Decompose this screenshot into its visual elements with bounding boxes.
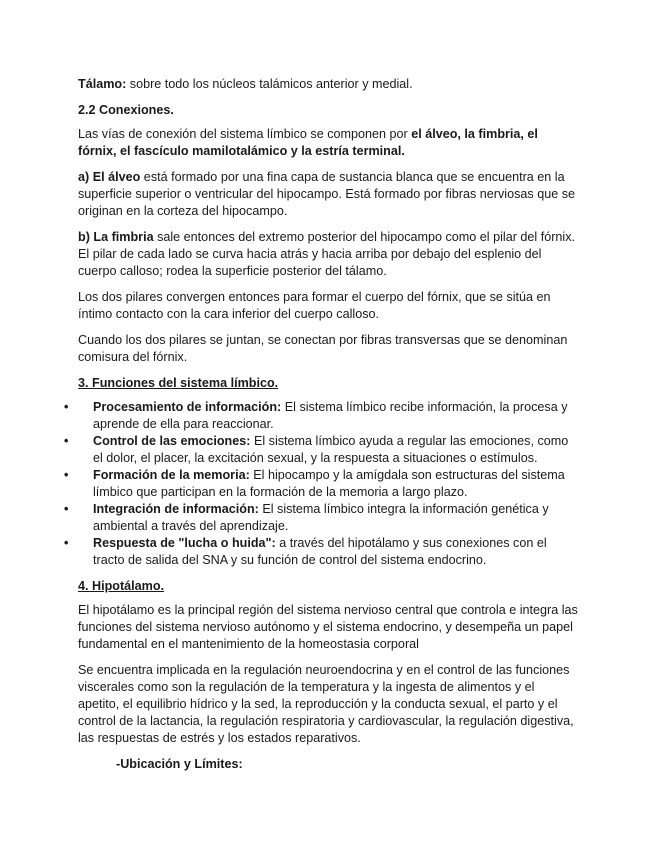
- conexiones-paragraph-1: [78, 126, 578, 160]
- list-item-text: El sistema límbico recibe información, la procesa y aprende de ella para reaccionar.: [93, 400, 568, 431]
- hipotalamo-paragraph-2: Se encuentra implicada en la regulación neuroendocrina y en el control de las funciones viscerales como son la regulación de la temperatura y la ingesta de alimentos y el apetito, el equilibrio hídrico y la sed, la reproducción y la conducta sexual, el parto y el control de la lactancia, la regulación respiratoria y cardiovascular, la regulación digestiva, las respuestas de estrés y los estados reparativos.: [78, 663, 574, 745]
- funciones-list: [64, 399, 578, 569]
- funciones-heading: 3. Funciones del sistema límbico.: [78, 376, 279, 390]
- list-item-text: a través del hipotálamo y sus conexiones con el tracto de salida del SNA y su función de control del sistema endocrino.: [93, 536, 547, 567]
- talamo-paragraph: [78, 76, 578, 93]
- comisura-paragraph: Cuando los dos pilares se juntan, se conectan por fibras transversas que se denominan comisura del fórnix.: [78, 333, 568, 364]
- hipotalamo-paragraph-1: El hipotálamo es la principal región del sistema nervioso central que controla e integra las funciones del sistema nervioso autónomo y el sistema endocrino, y desempeña un papel fundamental en el mantenimiento de la homeostasia corporal: [78, 603, 578, 651]
- list-item-label: Procesamiento de información:: [93, 400, 282, 414]
- fimbria-paragraph: [78, 229, 578, 280]
- alveo-label: a) El álveo: [78, 170, 141, 184]
- alveo-text: está formado por una fina capa de sustancia blanca que se encuentra en la superficie superior o ventricular del hipocampo. Está formado por fibras nerviosas que se originan en la corteza del hipocampo.: [78, 170, 576, 218]
- list-item-label: Respuesta de "lucha o huida":: [93, 536, 276, 550]
- bullet-icon: •: [64, 502, 69, 516]
- list-item: [64, 535, 578, 569]
- bullet-icon: •: [64, 536, 69, 550]
- fimbria-label: b) La fimbria: [78, 230, 154, 244]
- fimbria-text: sale entonces del extremo posterior del hipocampo como el pilar del fórnix. El pilar de cada lado se curva hacia atrás y hacia arriba por debajo del esplenio del cuerpo calloso; rodea la superficie posterior del tálamo.: [78, 230, 575, 278]
- list-item-text: El hipocampo y la amígdala son estructuras del sistema límbico que participan en la formación de la memoria a largo plazo.: [93, 468, 565, 499]
- list-item-label: Formación de la memoria:: [93, 468, 250, 482]
- bullet-icon: •: [64, 400, 69, 414]
- hipotalamo-heading: 4. Hipotálamo.: [78, 579, 165, 593]
- list-item-label: Control de las emociones:: [93, 434, 251, 448]
- conexiones-p1-bold: el álveo, la fimbria, el fórnix, el fascículo mamilotalámico y la estría terminal.: [78, 127, 538, 158]
- bullet-icon: •: [64, 468, 69, 482]
- list-item: [64, 399, 578, 433]
- list-item-text: El sistema límbico ayuda a regular las emociones, como el dolor, el placer, la excitación sexual, y la respuesta a situaciones o estímulos.: [93, 434, 569, 465]
- list-item-text: El sistema límbico integra la información genética y ambiental a través del aprendizaje.: [93, 502, 549, 533]
- bullet-icon: •: [64, 434, 69, 448]
- ubicacion-subheading: -Ubicación y Límites:: [116, 757, 243, 771]
- alveo-paragraph: [78, 169, 578, 220]
- document-content: [64, 76, 578, 773]
- list-item: [64, 467, 578, 501]
- list-item: [64, 433, 578, 467]
- talamo-label: Tálamo:: [78, 77, 127, 91]
- conexiones-p1-text: Las vías de conexión del sistema límbico se componen por: [78, 127, 412, 141]
- talamo-text: sobre todo los núcleos talámicos anterior y medial.: [126, 77, 413, 91]
- pilares-paragraph: Los dos pilares convergen entonces para formar el cuerpo del fórnix, que se sitúa en íntimo contacto con la cara inferior del cuerpo calloso.: [78, 290, 551, 321]
- list-item-label: Integración de información:: [93, 502, 259, 516]
- list-item: [64, 501, 578, 535]
- conexiones-heading: 2.2 Conexiones.: [78, 103, 174, 117]
